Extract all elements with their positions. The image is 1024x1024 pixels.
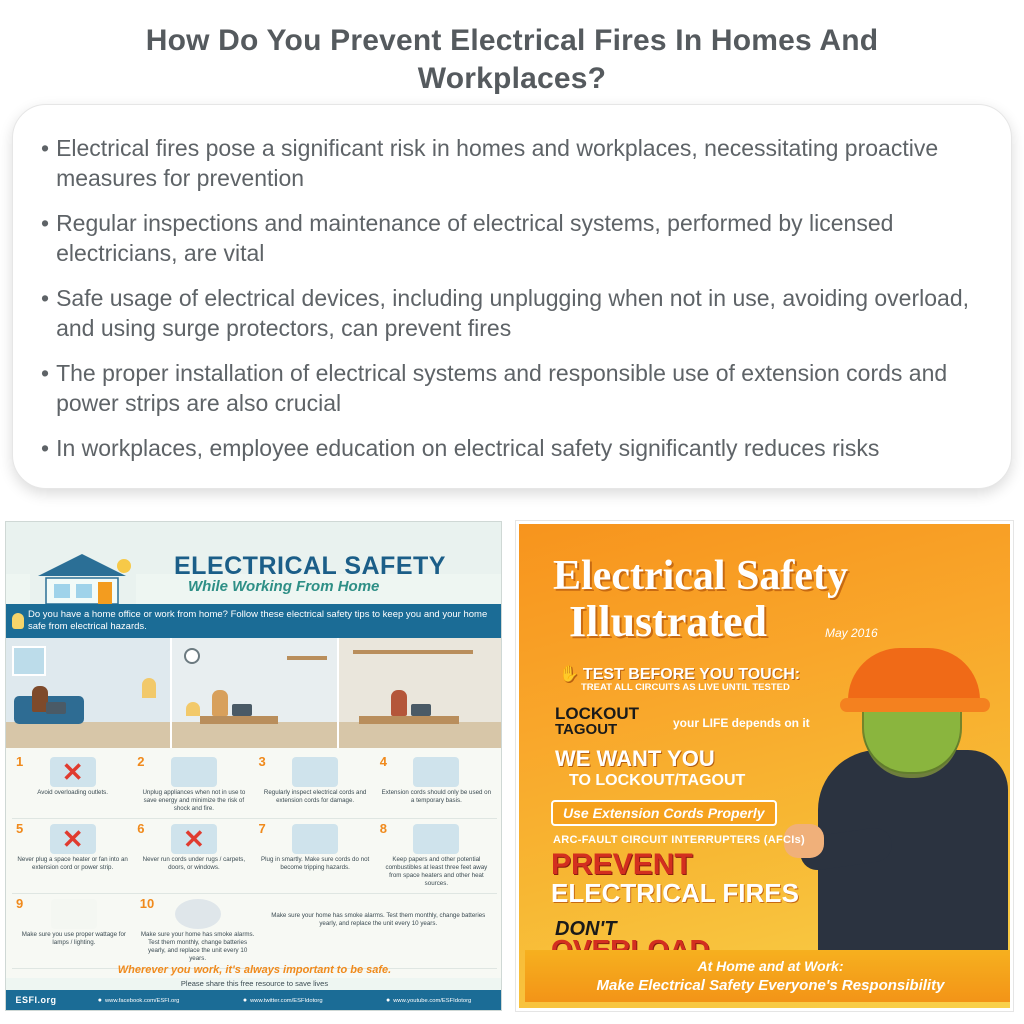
bullet-text: The proper installation of electrical systems and responsible use of extension cords and power strips are also crucial xyxy=(56,360,948,416)
life-depends-text: your LIFE depends on it xyxy=(673,716,810,730)
worker-illustration xyxy=(800,620,1010,950)
tip-caption: Never plug a space heater or fan into an extension cord or power strip. xyxy=(17,856,128,871)
tip-number: 10 xyxy=(139,896,155,911)
laptop-icon xyxy=(46,702,66,714)
poster-left-title: ELECTRICAL SAFETY xyxy=(174,552,446,580)
tagout-word: TAGOUT xyxy=(555,721,618,738)
facebook-link[interactable]: ● www.facebook.com/ESFI.org xyxy=(98,997,180,1004)
twitter-link[interactable]: ● www.twitter.com/ESFIdotorg xyxy=(243,997,323,1004)
tip-caption: Unplug appliances when not in use to save energy and minimize the risk of shock and fire. xyxy=(142,789,246,812)
test-heading-text: TEST BEFORE YOU TOUCH: xyxy=(582,666,801,683)
tip-number: 1 xyxy=(16,754,24,769)
lockout-word: LOCKOUT xyxy=(555,704,640,723)
bullet-text: Safe usage of electrical devices, including unplugging when not in use, avoiding overload, and using surge protectors, can prevent fires xyxy=(56,285,969,341)
person-shape xyxy=(391,690,407,716)
poster-left-banner xyxy=(6,604,502,638)
prevent-word: PREVENT xyxy=(551,848,693,881)
esfi-logo: ESFI.org xyxy=(15,995,57,1005)
summary-card xyxy=(12,104,1012,489)
tip-item xyxy=(255,752,376,818)
tip-caption: Make sure you use proper wattage for lamps / lighting. xyxy=(21,931,126,946)
tip-caption: Plug in smartly. Make sure cords do not become tripping hazards. xyxy=(261,856,370,871)
electrical-fires-word: ELECTRICAL FIRES xyxy=(551,878,799,908)
tips-row-1 xyxy=(12,752,497,819)
poster-left-subtitle: While Working From Home xyxy=(188,578,380,595)
bullet-text: In workplaces, employee education on electrical safety significantly reduces risks xyxy=(56,435,880,461)
floor-shape xyxy=(339,722,502,748)
combustibles-icon xyxy=(413,824,459,854)
hard-hat-brim xyxy=(840,698,990,712)
tip-caption: Keep papers and other potential combustibles at least three feet away from space heaters and other heat sources. xyxy=(385,856,488,887)
tip-number: 7 xyxy=(258,821,266,836)
floor-shape xyxy=(172,722,336,748)
dont-word: DON'T xyxy=(555,918,617,940)
bullet-marker: • xyxy=(41,435,50,461)
clock-icon xyxy=(184,648,200,664)
extension-cord-icon xyxy=(413,757,459,787)
space-heater-icon xyxy=(50,824,96,854)
test-before-touch-subtext: TREAT ALL CIRCUITS AS LIVE UNTIL TESTED xyxy=(581,682,790,693)
lockout-tagout-logo xyxy=(555,706,639,738)
outlet-overload-icon xyxy=(50,757,96,787)
tablet-icon xyxy=(411,704,431,716)
social-links xyxy=(66,997,502,1004)
list-item xyxy=(41,358,985,418)
poster-left-bottom-bar xyxy=(6,990,502,1010)
tip-item xyxy=(12,819,133,893)
list-item xyxy=(41,208,985,268)
poster-right-date: May 2016 xyxy=(825,626,878,640)
home-office-scene xyxy=(6,638,502,748)
list-item xyxy=(41,133,985,193)
poster-right-footer xyxy=(525,950,1013,1002)
x-mark-icon: ✕ xyxy=(182,824,205,854)
footer-line1: At Home and at Work: xyxy=(697,958,844,974)
tip-number: 8 xyxy=(379,821,387,836)
window-shape xyxy=(12,646,46,676)
x-mark-icon: ✕ xyxy=(61,824,84,854)
floor-shape xyxy=(6,722,170,748)
poster-left-share-text: Please share this free resource to save lives xyxy=(180,979,329,988)
tip-caption: Extension cords should only be used on a temporary basis. xyxy=(381,789,492,804)
lamp-icon xyxy=(142,678,156,698)
tip-item xyxy=(133,752,254,818)
list-item xyxy=(41,433,985,463)
house-illustration-icon xyxy=(24,552,144,604)
poster-right-title-line2: Illustrated xyxy=(569,597,767,646)
test-before-touch-heading xyxy=(559,664,800,684)
tip-caption: Make sure your home has smoke alarms. Test them monthly, change batteries yearly, and replace the unit every 10 years. xyxy=(140,931,255,962)
poster-electrical-safety-illustrated xyxy=(516,521,1013,1011)
bullet-marker: • xyxy=(41,210,50,236)
tips-row-2 xyxy=(12,819,497,894)
tip-caption: Regularly inspect electrical cords and extension cords for damage. xyxy=(263,789,367,804)
tip-number: 6 xyxy=(137,821,145,836)
youtube-link[interactable]: ● www.youtube.com/ESFIdotorg xyxy=(386,997,471,1004)
tip-item xyxy=(12,894,136,968)
tripping-hazard-icon xyxy=(292,824,338,854)
desk-shape xyxy=(200,716,278,724)
poster-right-inner xyxy=(525,530,1004,1002)
tip-item xyxy=(12,752,133,818)
tip-caption: Never run cords under rugs / carpets, doors, or windows. xyxy=(142,856,246,871)
tip-caption: Make sure your home has smoke alarms. Test them monthly, change batteries yearly, and replace the unit every 10 years. xyxy=(271,912,486,927)
list-item xyxy=(41,283,985,343)
tips-row-3 xyxy=(12,894,497,969)
tip-number: 3 xyxy=(258,754,266,769)
scene-pane-kitchen xyxy=(339,638,502,748)
scene-pane-living-room xyxy=(6,638,172,748)
poster-left-footer: Wherever you work, it's always important to be safe. xyxy=(117,964,392,976)
tip-item xyxy=(136,894,260,968)
tip-item-extra-text xyxy=(260,894,498,968)
inspect-cord-icon xyxy=(292,757,338,787)
afci-text: ARC-FAULT CIRCUIT INTERRUPTERS (AFCIs) xyxy=(553,834,805,846)
smoke-alarm-icon xyxy=(175,899,221,929)
poster-right-title-line1: Electrical Safety xyxy=(553,553,849,599)
cord-under-rug-icon xyxy=(171,824,217,854)
shelf-shape xyxy=(287,656,327,660)
tip-number: 9 xyxy=(16,896,24,911)
person-shape xyxy=(212,690,228,716)
tip-number: 4 xyxy=(379,754,387,769)
page-title: How Do You Prevent Electrical Fires In Homes And Workplaces? xyxy=(145,24,879,96)
poster-electrical-safety-home xyxy=(5,521,502,1011)
tips-grid xyxy=(6,748,502,978)
bullet-marker: • xyxy=(41,285,50,311)
bullet-text: Regular inspections and maintenance of electrical systems, performed by licensed electricians, are vital xyxy=(56,210,894,266)
bullet-marker: • xyxy=(41,135,50,161)
we-want-you-line2: TO LOCKOUT/TAGOUT xyxy=(569,772,746,789)
extension-cords-banner: Use Extension Cords Properly xyxy=(551,800,777,826)
shelf-shape xyxy=(353,650,473,654)
desk-lamp-icon xyxy=(186,702,200,716)
bullet-list xyxy=(41,133,985,478)
tip-item xyxy=(133,819,254,893)
poster-left-banner-text: Do you have a home office or work from home? Follow these electrical safety tips to keep you and your home safe from electrical hazards. xyxy=(28,609,488,632)
tip-caption: Avoid overloading outlets. xyxy=(37,789,108,796)
bullet-marker: • xyxy=(41,360,50,386)
bullet-text: Electrical fires pose a significant risk in homes and workplaces, necessitating proactive measures for prevention xyxy=(56,135,939,191)
x-mark-icon: ✕ xyxy=(61,757,84,787)
tip-item xyxy=(255,819,376,893)
tip-item xyxy=(376,752,497,818)
unplug-icon xyxy=(171,757,217,787)
image-row xyxy=(0,508,1024,1020)
table-shape xyxy=(359,716,459,724)
tip-number: 2 xyxy=(137,754,145,769)
lamp-wattage-icon xyxy=(51,899,97,929)
monitor-icon xyxy=(232,704,252,716)
we-want-you-line1: WE WANT YOU xyxy=(555,746,715,771)
hand-icon: ✋ xyxy=(559,666,579,683)
lightbulb-icon xyxy=(12,613,24,629)
tip-item xyxy=(376,819,497,893)
tip-number: 5 xyxy=(16,821,24,836)
scene-pane-desk xyxy=(172,638,338,748)
footer-line2: Make Electrical Safety Everyone's Responsibility xyxy=(596,977,945,994)
